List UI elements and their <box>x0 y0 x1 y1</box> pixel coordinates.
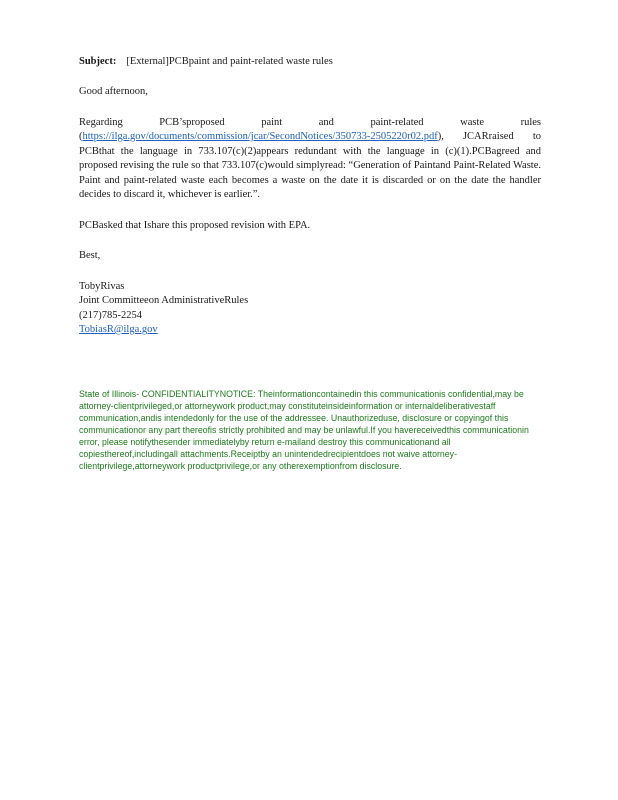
subject-value: [External]PCBpaint and paint-related waste rules <box>126 56 333 67</box>
subject-line <box>79 55 541 69</box>
body1-text-pre: Regarding PCB’sproposed paint and paint-related waste rules ( <box>79 116 541 142</box>
signature-org: Joint Committeeon AdministrativeRules <box>79 295 249 306</box>
document-link[interactable]: https://ilga.gov/documents/commission/jcar/SecondNotices/350733-2505220r02.pdf <box>82 131 438 142</box>
signature-phone: (217)785-2254 <box>79 309 142 321</box>
body-paragraph-2: PCBasked that Ishare this proposed revision with EPA. <box>79 219 311 231</box>
signature-block <box>79 280 541 338</box>
body1-text-post: ), JCARraised to PCBthat the language in 733.107(c)(2)appears redundant with the language in (c)(1).PCBagreed and proposed revising the rule so that 733.107(c)would simplyread: “Generation of Paintand Paint-Related Waste. Paint and paint-related waste each becomes a waste on the date it is discarded or on the date the handler decides to discard it, whichever is earlier.”. <box>79 131 541 200</box>
email-document <box>79 55 541 338</box>
signature-name: TobyRivas <box>79 280 125 292</box>
closing: Best, <box>79 250 101 261</box>
greeting: Good afternoon, <box>79 86 148 97</box>
body-paragraph-1 <box>79 116 541 203</box>
subject-label: Subject: <box>79 56 117 67</box>
confidentiality-notice: State of Illinois- CONFIDENTIALITYNOTICE: Theinformationcontainedin this communicationis confidential,may be attorney-clientprivileged,or attorneywork product,may constituteinsideinformation or internaldeliberativestaff communication,andis intendedonly for the use of the addressee. Unauthorizeduse, disclosure or copyingof this communicationor any part thereofis strictly prohibited and may be unlawful.If you havereceivedthis communicationin error, please notifythesender immediatelyby return e-mailand destroy this communicationand all copiesthereof,includingall attachments.Receiptby an unintendedrecipientdoes not waive attorney-clientprivilege,attorneywork productprivilege,or any otherexemptionfrom disclosure. <box>79 389 529 471</box>
signature-email-link[interactable]: TobiasR@ilga.gov <box>79 324 158 335</box>
